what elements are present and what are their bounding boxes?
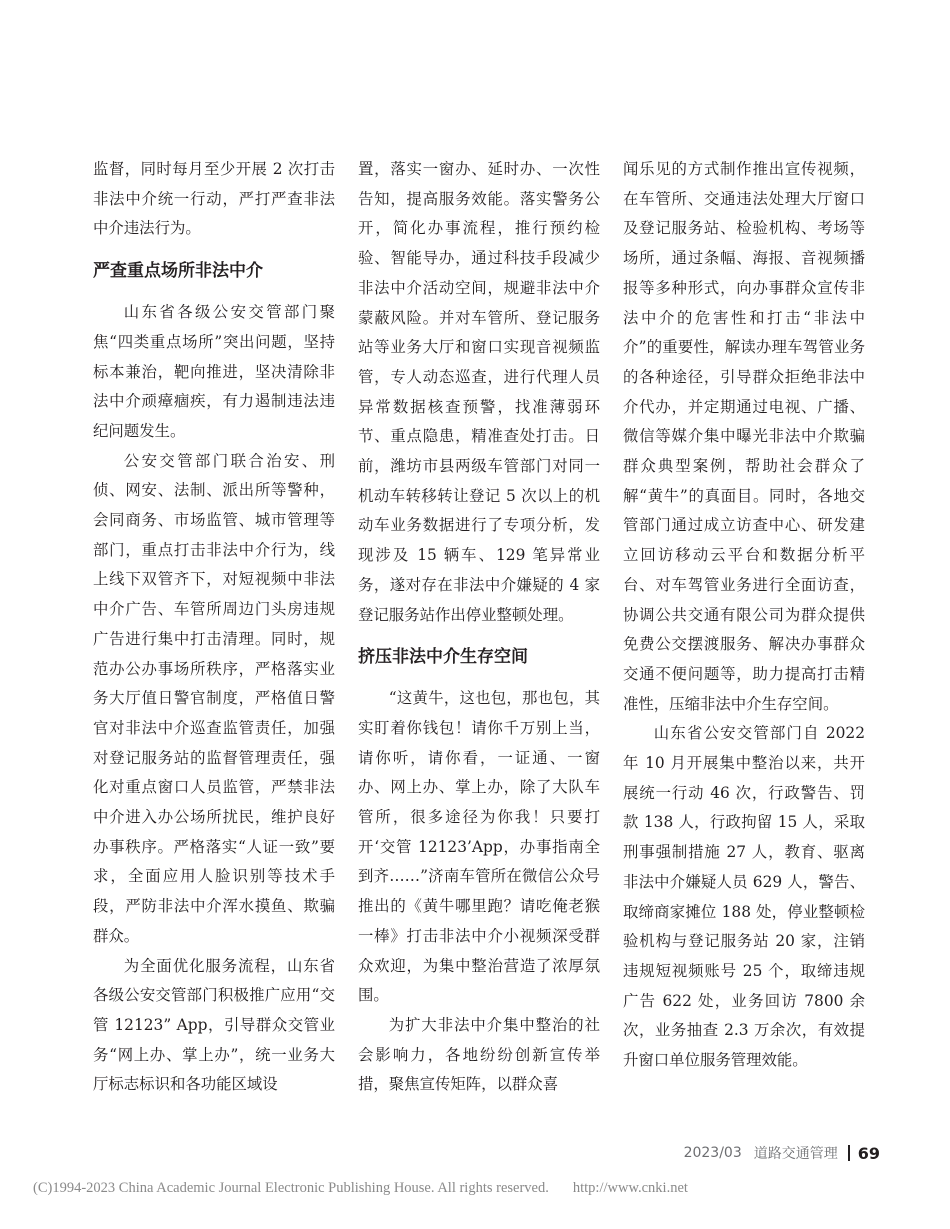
article-column-1 [93, 155, 335, 1100]
issue-date: 2023/03 [683, 1145, 742, 1161]
paragraph: 山东省公安交管部门自 2022 年 10 月开展集中整治以来，共开展统一行动 46 次，行政警告、罚款 138 人，行政拘留 15 人，采取刑事强制措施 27 人，教育、驱离非法中介嫌疑人员 629 人，警告、取缔商家摊位 188 处，停业整顿检验机构与登记服务站 20 家，注销违规短视频账号 25 个，取缔违规广告 622 处，业务回访 7800 余次，业务抽查 2.3 万余次，有效提升窗口单位服务管理效能。 [623, 724, 865, 1070]
paragraph: 监督，同时每月至少开展 2 次打击非法中介统一行动，严打严查非法中介违法行为。 [93, 160, 335, 238]
section-heading: 严查重点场所非法中介 [93, 261, 263, 282]
paragraph: 置，落实一窗办、延时办、一次性告知，提高服务效能。落实警务公开，简化办事流程，推行预约检验、智能导办，通过科技手段减少非法中介活动空间，规避非法中介蒙蔽风险。并对车管所、登记服务站等业务大厅和窗口实现音视频监管，专人动态巡查，进行代理人员异常数据核查预警，找准薄弱环节、重点隐患，精准查处打击。日前，潍坊市县两级车管部门对同一机动车转移转让登记 5 次以上的机动车业务数据进行了专项分析，发现涉及 15 辆车、129 笔异常业务，遂对存在非法中介嫌疑的 4 家登记服务站作出停业整顿处理。 [358, 160, 600, 624]
magazine-title: 道路交通管理 [753, 1146, 838, 1162]
copyright-notice [33, 1180, 688, 1197]
page-footer [684, 1143, 880, 1163]
paragraph: 为全面优化服务流程，山东省各级公安交管部门积极推广应用“交管 12123” App，引导群众交管业务“网上办、掌上办”，统一业务大厅标志标识和各功能区域设 [93, 956, 335, 1094]
section-heading: 挤压非法中介生存空间 [358, 647, 528, 668]
paragraph: 为扩大非法中介集中整治的社会影响力，各地纷纷创新宣传举措，聚焦宣传矩阵，以群众喜 [358, 1015, 600, 1094]
paragraph: 公安交管部门联合治安、刑侦、网安、法制、派出所等警种，会同商务、市场监管、城市管理等部门，重点打击非法中介行为，线上线下双管齐下，对短视频中非法中介广告、车管所周边门头房违规广告进行集中打击清理。同时，规范办公办事场所秩序，严格落实业务大厅值日警官制度，严格值日警官对非法中介巡查监管责任，加强对登记服务站的监督管理责任，强化对重点窗口人员监管，严禁非法中介进入办公场所扰民，维护良好办事秩序。严格落实“人证一致”要求，全面应用人脸识别等技术手段，严防非法中介浑水摸鱼、欺骗群众。 [93, 451, 335, 945]
footer-divider [848, 1145, 850, 1161]
page-number: 69 [857, 1143, 880, 1163]
paragraph: 闻乐见的方式制作推出宣传视频，在车管所、交通违法处理大厅窗口及登记服务站、检验机构、考场等场所，通过条幅、海报、音视频播报等多种形式，向办事群众宣传非法中介的危害性和打击“非法中介”的重要性，解读办理车驾管业务的各种途径，引导群众拒绝非法中介代办，并定期通过电视、广播、微信等媒介集中曝光非法中介欺骗群众典型案例，帮助社会群众了解“黄牛”的真面目。同时，各地交管部门通过成立访查中心、研发建立回访移动云平台和数据分析平台、对车驾管业务进行全面访查，协调公共交通有限公司为群众提供免费公交摆渡服务、解决办事群众交通不便问题等，助力提高打击精准性，压缩非法中介生存空间。 [623, 160, 865, 713]
paragraph: 山东省各级公安交管部门聚焦“四类重点场所”突出问题，坚持标本兼治，靶向推进，坚决清除非法中介顽瘴痼疾，有力遏制违法违纪问题发生。 [93, 303, 335, 440]
copyright-url[interactable]: http://www.cnki.net [572, 1180, 688, 1196]
article-column-3 [623, 155, 865, 1076]
article-column-2 [358, 155, 600, 1100]
paragraph: “这黄牛，这也包，那也包，其实盯着你钱包！请你千万别上当，请你听，请你看，一证通、一窗办、网上办、掌上办，除了大队车管所，很多途径为你我！只要打开‘交管 12123’App，办事指南全到齐……”济南车管所在微信公众号推出的《黄牛哪里跑？请吃俺老猴一棒》打击非法中介小视频深受群众欢迎，为集中整治营造了浓厚氛围。 [358, 689, 600, 1005]
copyright-text: (C)1994-2023 China Academic Journal Electronic Publishing House. All rights reserved. [33, 1180, 549, 1196]
